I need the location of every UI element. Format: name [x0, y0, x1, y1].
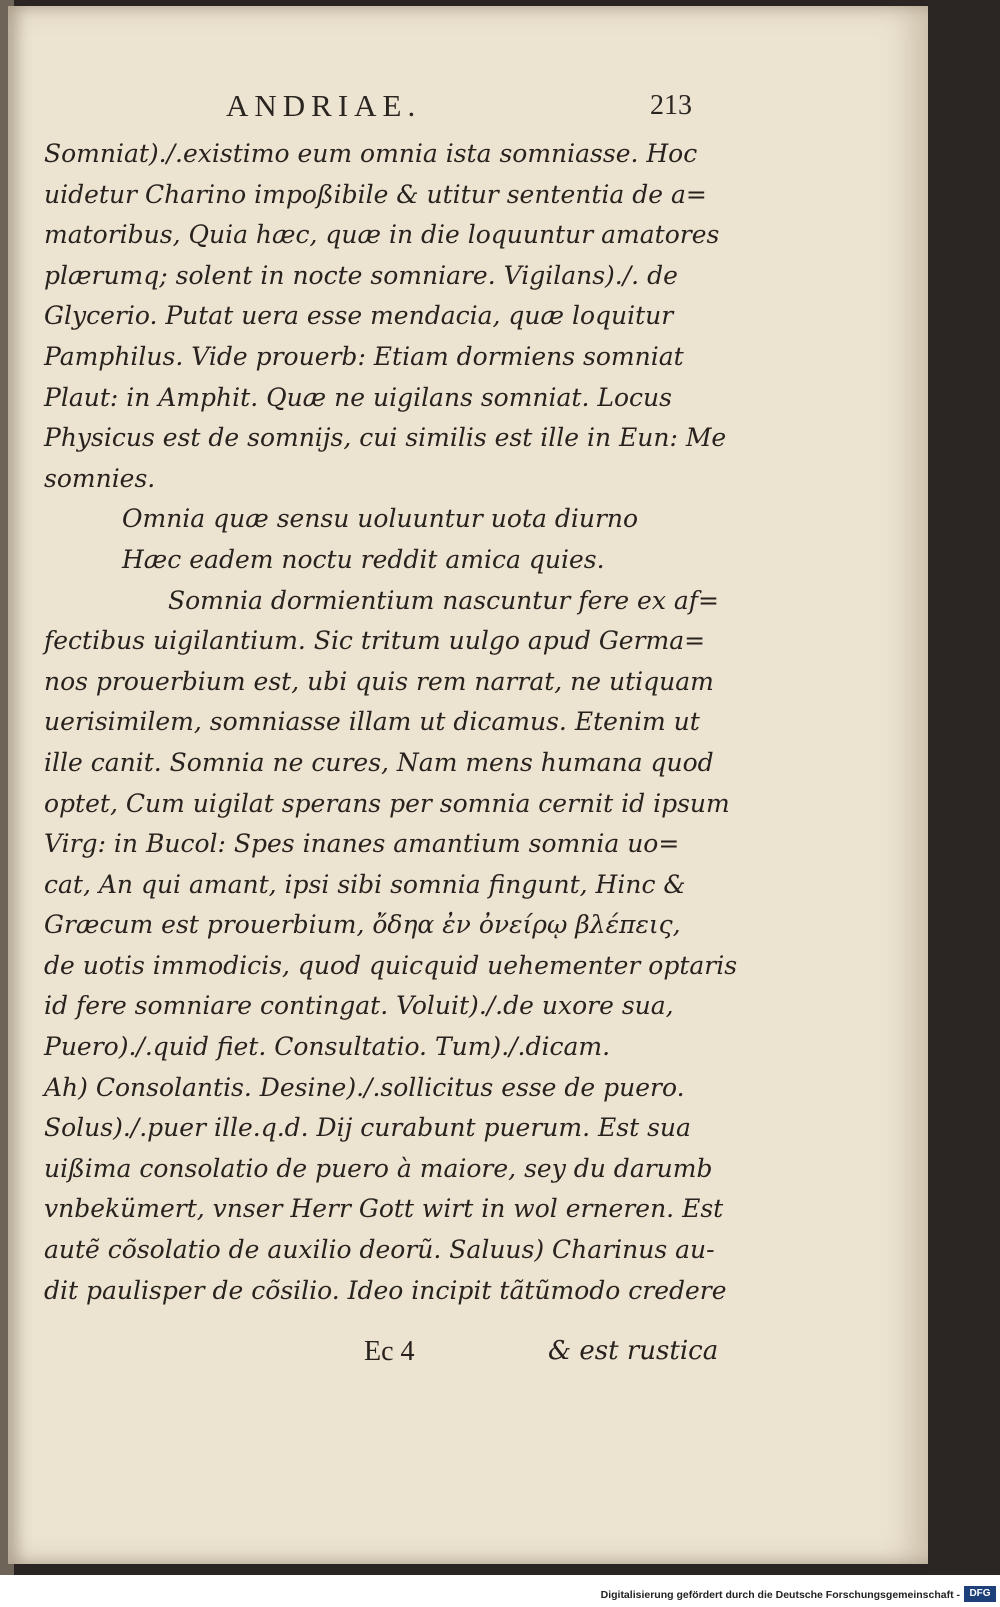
- verse-line: Hæc eadem noctu reddit amica quies.: [122, 544, 605, 574]
- text-line: plærumq; solent in nocte somniare. Vigilans)./. de: [44, 260, 678, 290]
- text-line: Virg: in Bucol: Spes inanes amantium somnia uo=: [44, 829, 680, 859]
- book-page: [8, 6, 928, 1564]
- text-line: autẽ cõsolatio de auxilio deorũ. Saluus) Charinus au-: [44, 1235, 715, 1265]
- signature-mark: Ec 4: [364, 1336, 415, 1367]
- text-line: uißima consolatio de puero à maiore, sey du darumb: [44, 1153, 713, 1183]
- text-line: fectibus uigilantium. Sic tritum uulgo apud Germa=: [44, 626, 706, 656]
- text-line: uidetur Charino impoßibile & utitur sententia de a=: [44, 179, 707, 209]
- text-line: somnies.: [44, 463, 156, 493]
- text-line: Græcum est prouerbium, ὄδηα ἐν ὀνείρῳ βλέπεις,: [44, 910, 681, 940]
- text-line: Pamphilus. Vide prouerb: Etiam dormiens somniat: [44, 341, 684, 371]
- catchword: & est rustica: [548, 1336, 719, 1366]
- credit-bar: [0, 1575, 1000, 1607]
- text-block: [44, 134, 738, 1311]
- text-line: Glycerio. Putat uera esse mendacia, quæ loquitur: [44, 301, 674, 331]
- text-line: Somnia dormientium nascuntur fere ex af=: [168, 585, 720, 615]
- right-margin-strip: [928, 0, 1000, 1575]
- text-line: Somniat)./.existimo eum omnia ista somniasse. Hoc: [44, 139, 698, 168]
- page-footer: [8, 1336, 928, 1376]
- text-line: Ah) Consolantis. Desine)./.sollicitus esse de puero.: [44, 1072, 685, 1102]
- dfg-logo-icon: DFG: [964, 1586, 996, 1602]
- text-line: uerisimilem, somniasse illam ut dicamus. Etenim ut: [44, 707, 700, 737]
- running-head: ANDRIAE.: [226, 88, 422, 123]
- funding-credit: Digitalisierung gefördert durch die Deutsche Forschungsgemeinschaft -: [600, 1589, 960, 1601]
- page-number: 213: [650, 90, 692, 121]
- text-line: Puero)./.quid fiet. Consultatio. Tum)./.dicam.: [44, 1032, 611, 1062]
- text-line: optet, Cum uigilat sperans per somnia cernit id ipsum: [44, 788, 730, 818]
- text-line: ille canit. Somnia ne cures, Nam mens humana quod: [44, 747, 714, 777]
- page-header: [8, 88, 928, 128]
- text-line: de uotis immodicis, quod quicquid uehementer optaris: [44, 950, 738, 980]
- text-line: matoribus, Quia hæc, quæ in die loquuntur amatores: [44, 220, 720, 250]
- text-line: Physicus est de somnijs, cui similis est ille in Eun: Me: [44, 423, 727, 453]
- text-line: id fere somniare contingat. Voluit)./.de uxore sua,: [44, 991, 674, 1021]
- text-line: nos prouerbium est, ubi quis rem narrat, ne utiquam: [44, 666, 714, 696]
- text-line: Solus)./.puer ille.q.d. Dij curabunt puerum. Est sua: [44, 1113, 691, 1143]
- text-line: Plaut: in Amphit. Quæ ne uigilans somniat. Locus: [44, 382, 672, 412]
- text-line: dit paulisper de cõsilio. Ideo incipit tãtũmodo credere: [44, 1275, 727, 1305]
- text-line: vnbekümert, vnser Herr Gott wirt in wol erneren. Est: [44, 1194, 724, 1224]
- verse-line: Omnia quæ sensu uoluuntur uota diurno: [122, 504, 639, 534]
- text-line: cat, An qui amant, ipsi sibi somnia fingunt, Hinc &: [44, 869, 686, 899]
